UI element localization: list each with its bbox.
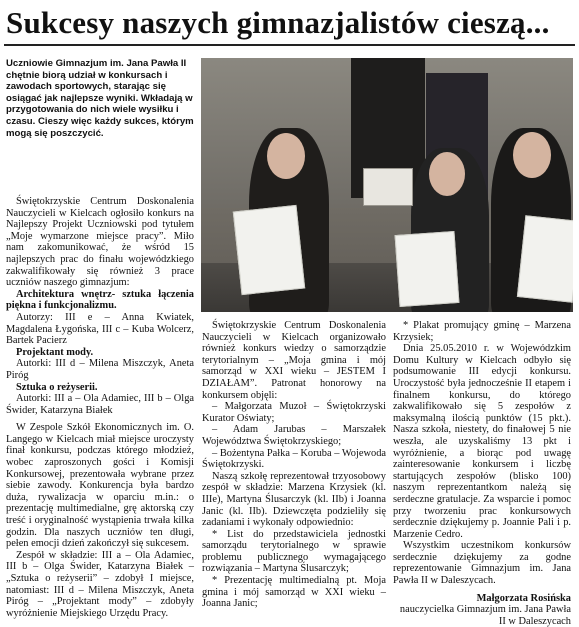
- paragraph: Wszystkim uczestnikom konkursów serdecznie dziękujemy za godne reprezentowanie Gimnazjum im. Jana Pawła II w Daleszycach.: [393, 540, 571, 587]
- paragraph: Sztuka o reżyserii.: [16, 381, 98, 393]
- paragraph: Naszą szkołę reprezentował trzyosobowy zespół w składzie: Marzena Krzysiek (kl. IIIe), Martyna Ślusarczyk (kl. IIb) i Joanna Janic (kl. IIb). Dziewczęta podzieliły się zadaniami i wykonały odpowiednio:: [202, 470, 386, 529]
- paragraph: Projektant mody.: [16, 346, 94, 358]
- headline-rule: [4, 44, 575, 46]
- article-column-2: [202, 320, 386, 610]
- paragraph: * Plakat promujący gminę – Marzena Krzysiek;: [393, 320, 571, 343]
- photo-award-winners: [201, 58, 573, 312]
- author-role: nauczycielka Gimnazjum im. Jana Pawła II w Daleszycach: [399, 604, 571, 627]
- paragraph: Świętokrzyskie Centrum Doskonalenia Nauczycieli w Kielcach ogłosiło konkurs na Najlepszy Projekt Uczniowski pod tytułem „Moje wymarzone miejsce pracy”. Miło nam zakomunikować, że wśród 15 najlepszych prac do finału wojewódzkiego zakwalifikowały się również 3 prace uczniów naszego gimnazjum:: [6, 196, 194, 289]
- paragraph: Zespół w składzie: III a – Ola Adamiec, III b – Olga Świder, Katarzyna Białek – „Sztuka o reżyserii” – zdobył I miejsce, natomiast: III d – Milena Miszczyk, Aneta Piróg – „Projektant mody” – zdobyły wyróżnienie Miejskiego Urzędu Pracy.: [6, 549, 194, 619]
- paragraph: Autorzy: III e – Anna Kwiatek, Magdalena Łygońska, III c – Kuba Wolcerz, Bartek Pacierz: [6, 311, 194, 347]
- paragraph: Autorki: III d – Milena Miszczyk, Aneta Piróg: [6, 358, 194, 381]
- paragraph: Świętokrzyskie Centrum Doskonalenia Nauczycieli w Kielcach organizowało również konkurs wiedzy o samorządzie terytorialnym – „Moja gmina i mój samorząd w XXI wieku – JESTEM I DZIAŁAM”. Patronat honorowy na konkursem objęli:: [202, 320, 386, 401]
- paragraph: – Bożentyna Pałka – Koruba – Wojewoda Świętokrzyski.: [202, 447, 386, 471]
- paragraph: * List do przedstawiciela jednostki samorządu terytorialnego w sprawie problemu publicznego wymagającego rozwiązania – Martyna Ślusarczyk;: [202, 528, 386, 575]
- paragraph: * Prezentację multimedialną pt. Moja gmina i mój samorząd w XXI wieku – Joanna Janic;: [202, 575, 386, 610]
- paragraph: – Małgorzata Muzoł – Świętokrzyski Kurator Oświaty;: [202, 401, 386, 424]
- lead-paragraph: Uczniowie Gimnazjum im. Jana Pawła II chętnie biorą udział w konkursach i zawodach sportowych, starając się osiągać jak najlepsze wyniki. Wkładają w przygotowania do nich wiele wysiłku i czasu. Cieszy więc każdy sukces, którym mogą się poszczycić.: [6, 58, 194, 139]
- paragraph: W Zespole Szkół Ekonomicznych im. O. Langego w Kielcach miał miejsce uroczysty finał konkursu, podczas którego młodzież, wobec zaproszonych gości i Komisji Konkursowej, prezentowała wybrane przez siebie zawody. Konkurencja była bardzo duża, rywalizacja w oparciu m.in.: o prezentację multimedialne, grę aktorską czy treść i oryginalność wystąpienia trwała kilka godzin. Dla naszych uczniów ten długi, pełen emocji dzień zakończył się sukcesem.: [6, 422, 194, 550]
- headline: Sukcesy naszych gimnazjalistów cieszą...: [6, 5, 550, 40]
- article-column-3: [393, 320, 571, 627]
- paragraph: Dnia 25.05.2010 r. w Wojewódzkim Domu Kultury w Kielcach odbyło się podsumowanie III edycji konkursu. Uroczystość była jednocześnie II etapem i finalnem konkursu, do którego zakwalifikowało się 5 zespołów z maksymalną ilością punktów (15 pkt.). Nasza szkoła, niestety, do finałowej 5 nie weszła, ale uzyskaliśmy 13 pkt i wyróżnienie, a biorąc pod uwagę zainteresowanie konkursem i liczbę startujących zespołów (blisko 100) naszym reprezentantkom należą się serdeczne gratulacje. Za wsparcie i pomoc przy tworzeniu prac konkursowych serdecznie dziękujemy p. Joannie Pali i p. Marzenie Cedro.: [393, 343, 571, 540]
- paragraph: Autorki: III a – Ola Adamiec, III b – Olga Świder, Katarzyna Białek: [6, 393, 194, 416]
- paragraph: Architektura wnętrz- sztuka łączenia piękna i funkcjonalizmu.: [6, 288, 194, 312]
- paragraph: – Adam Jarubas – Marszałek Województwa Świętokrzyskiego;: [202, 424, 386, 447]
- author-name: Małgorzata Rosińska: [476, 592, 571, 604]
- article-column-1: [6, 196, 194, 619]
